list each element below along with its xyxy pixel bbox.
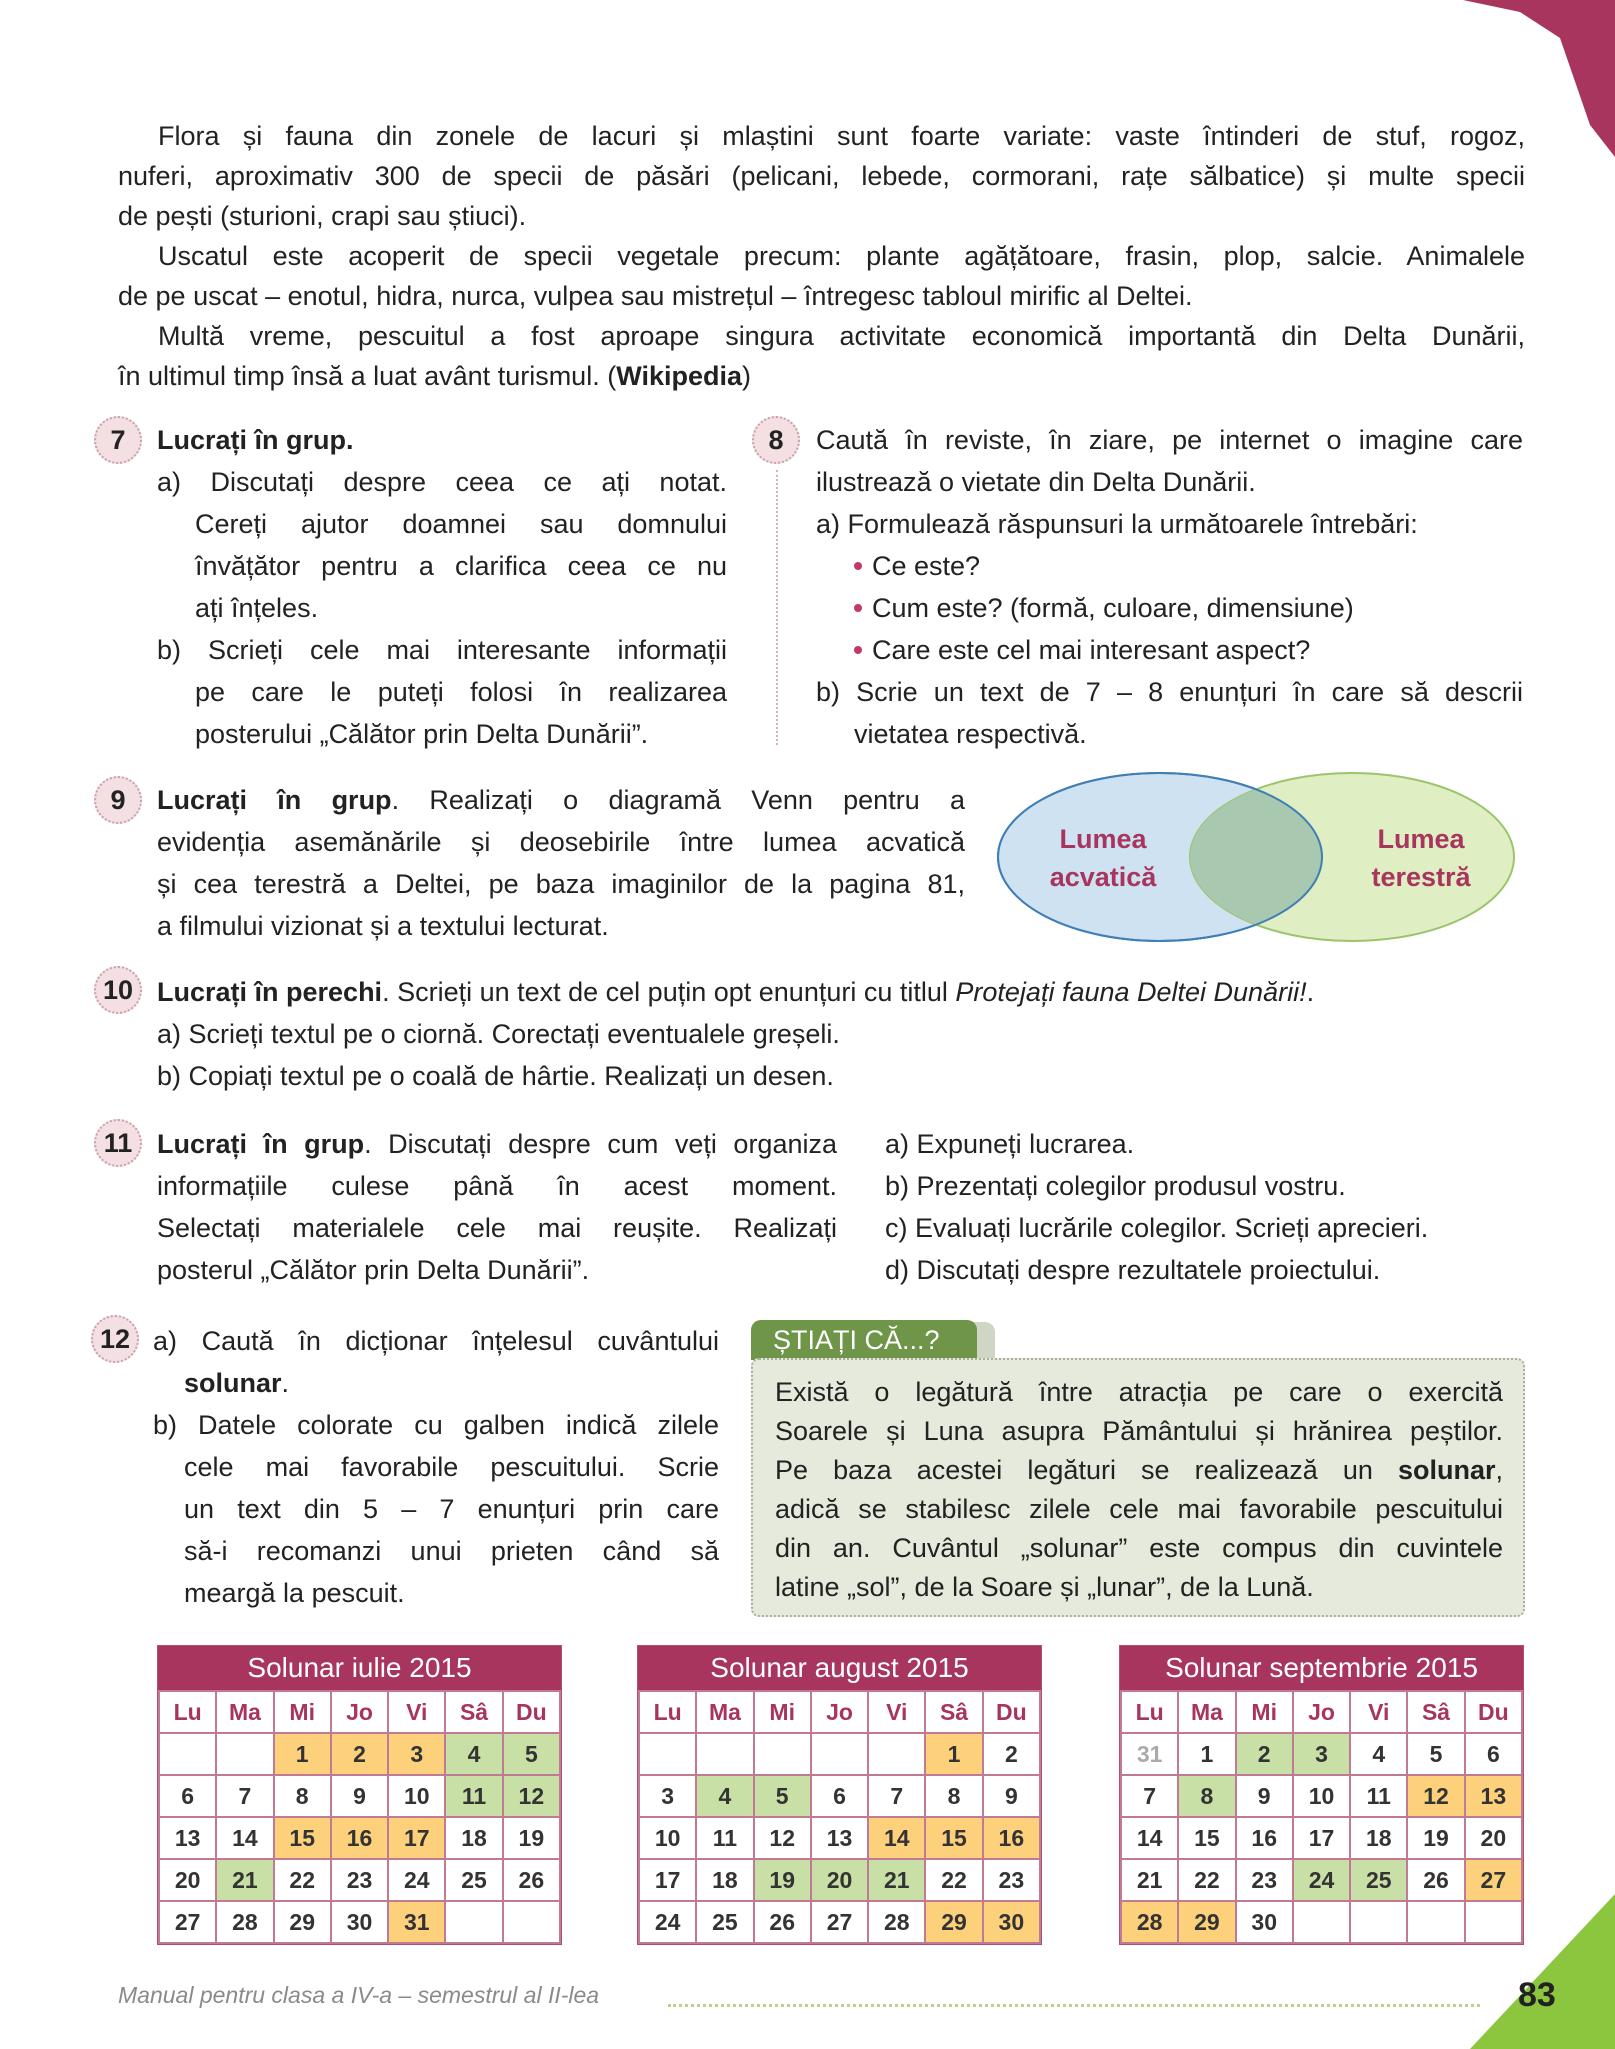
calendar-day: 15	[925, 1817, 982, 1859]
text-segment: și cea terestră a Deltei, pe baza imaginilor de la pagina 81,	[157, 869, 965, 899]
text-line	[157, 587, 727, 629]
text-line	[775, 1529, 1503, 1568]
paragraph	[157, 779, 965, 947]
calendar-day: 14	[216, 1817, 273, 1859]
text-segment: cele mai favorabile pescuitului. Scrie	[184, 1452, 719, 1482]
paragraph	[157, 461, 727, 629]
text-line	[775, 1451, 1503, 1490]
paragraph	[157, 971, 1525, 1013]
calendar-day: 27	[811, 1901, 868, 1943]
text-segment: latine „sol”, de la Soare și „lunar”, de la Lună.	[775, 1572, 1314, 1602]
weekday-header: Jo	[331, 1691, 388, 1733]
calendar-empty-cell	[445, 1901, 502, 1943]
calendar-day: 19	[503, 1817, 560, 1859]
exercise-11-steps	[885, 1123, 1525, 1291]
text-line	[816, 419, 1523, 461]
text-segment: ați înțeles.	[195, 593, 319, 623]
paragraph	[885, 1165, 1525, 1207]
text-line	[157, 863, 965, 905]
text-line	[118, 356, 1525, 396]
text-segment: din an. Cuvântul „solunar” este compus din cuvintele	[775, 1533, 1503, 1563]
exercise-number-badge: 9	[94, 776, 142, 824]
paragraph	[157, 419, 727, 461]
paragraph	[153, 1404, 719, 1614]
text-segment: . Discutați despre cum veți organiza	[364, 1129, 837, 1159]
calendar-day: 12	[754, 1817, 811, 1859]
text-segment: evidenția asemănările și deosebirile între lumea acvatică	[157, 827, 965, 857]
calendar-day: 22	[925, 1859, 982, 1901]
calendar-day: 12	[503, 1775, 560, 1817]
text-line	[153, 1530, 719, 1572]
calendar-title: Solunar septembrie 2015	[1120, 1646, 1523, 1690]
calendar-day: 24	[1293, 1859, 1350, 1901]
calendar-empty-cell	[1407, 1901, 1464, 1943]
text-segment: Uscatul este acoperit de specii vegetale precum: plante agățătoare, frasin, plop, salcie. Animalele	[158, 241, 1525, 271]
calendar-day: 3	[388, 1733, 445, 1775]
weekday-header: Mi	[754, 1691, 811, 1733]
calendar-day: 30	[1236, 1901, 1293, 1943]
calendar-day: 20	[1465, 1817, 1522, 1859]
text-line	[157, 461, 727, 503]
calendar-day: 23	[983, 1859, 1040, 1901]
text-line	[153, 1362, 719, 1404]
calendar-day: 30	[983, 1901, 1040, 1943]
text-line	[153, 1488, 719, 1530]
weekday-header: Ma	[696, 1691, 753, 1733]
weekday-header: Jo	[811, 1691, 868, 1733]
calendar-day: 19	[754, 1859, 811, 1901]
solunar-calendar-july	[157, 1645, 562, 1945]
text-line	[885, 1249, 1525, 1291]
text-segment: Pe baza acestei legături se realizează un	[775, 1455, 1398, 1485]
text-segment: Cum este? (formă, culoare, dimensiune)	[872, 593, 1354, 623]
footer-dotted-line	[668, 2004, 1480, 2007]
bullet-item	[816, 545, 1523, 587]
calendar-day: 8	[1178, 1775, 1235, 1817]
paragraph	[157, 1013, 1525, 1055]
footer-text: Manual pentru clasa a IV-a – semestrul al II-lea	[118, 1982, 600, 2008]
exercise-number-badge: 12	[91, 1315, 139, 1363]
paragraph	[885, 1249, 1525, 1291]
italic-text: Protejați fauna Deltei Dunării!	[955, 977, 1307, 1007]
text-line	[157, 1207, 837, 1249]
calendar-empty-cell	[1293, 1901, 1350, 1943]
text-line	[816, 713, 1523, 755]
paragraph	[157, 1055, 1525, 1097]
bold-text: Lucrați în grup	[157, 1129, 365, 1159]
paragraph	[157, 1123, 837, 1291]
calendar-day: 28	[216, 1901, 273, 1943]
weekday-header: Ma	[216, 1691, 273, 1733]
text-segment: Flora și fauna din zonele de lacuri și mlaștini sunt foarte variate: vaste întinderi de stuf, rogoz,	[158, 121, 1525, 151]
text-segment: b) Copiați textul pe o coală de hârtie. Realizați un desen.	[157, 1061, 834, 1091]
weekday-header: Ma	[1178, 1691, 1235, 1733]
paragraph	[118, 236, 1525, 316]
exercise-11	[157, 1123, 837, 1291]
text-segment: c) Evaluați lucrările colegilor. Scrieți aprecieri.	[885, 1213, 1429, 1243]
weekday-header: Mi	[1236, 1691, 1293, 1733]
calendar-empty-cell	[1465, 1901, 1522, 1943]
calendar-day: 8	[925, 1775, 982, 1817]
calendar-day: 5	[754, 1775, 811, 1817]
text-segment: .	[281, 1368, 290, 1398]
calendar-day: 31	[388, 1901, 445, 1943]
text-line	[118, 276, 1525, 316]
weekday-header: Lu	[1121, 1691, 1178, 1733]
text-segment: Selectați materialele cele mai reușite. Realizați	[157, 1213, 837, 1243]
calendar-day: 11	[1350, 1775, 1407, 1817]
text-segment: posterul „Călător prin Delta Dunării”.	[157, 1255, 590, 1285]
text-segment: Caută în reviste, în ziare, pe internet o imagine care	[816, 425, 1523, 455]
text-line	[153, 1404, 719, 1446]
weekday-header: Jo	[1293, 1691, 1350, 1733]
calendar-day: 2	[1236, 1733, 1293, 1775]
calendar-day: 20	[811, 1859, 868, 1901]
text-segment: a) Discutați despre ceea ce ați notat.	[157, 467, 727, 497]
intro-text	[118, 116, 1525, 396]
text-line	[153, 1572, 719, 1614]
calendar-day: 1	[1178, 1733, 1235, 1775]
text-segment: .	[1306, 977, 1315, 1007]
text-line	[157, 821, 965, 863]
calendar-day: 13	[1465, 1775, 1522, 1817]
calendar-empty-cell	[696, 1733, 753, 1775]
calendar-day: 13	[811, 1817, 868, 1859]
calendar-day: 10	[388, 1775, 445, 1817]
calendar-day: 25	[696, 1901, 753, 1943]
calendar-day: 21	[868, 1859, 925, 1901]
calendar-empty-cell	[1350, 1901, 1407, 1943]
text-segment: posterului „Călător prin Delta Dunării”.	[195, 719, 649, 749]
calendar-day: 24	[639, 1901, 696, 1943]
text-line	[153, 1446, 719, 1488]
text-segment: învățător pentru a clarifica ceea ce nu	[195, 551, 727, 581]
text-segment: b) Scrie un text de 7 – 8 enunțuri în care să descrii	[816, 677, 1523, 707]
weekday-header: Vi	[1350, 1691, 1407, 1733]
paragraph	[153, 1320, 719, 1404]
venn-right-label: Lumea	[1377, 824, 1465, 854]
calendar-day: 2	[983, 1733, 1040, 1775]
exercise-number-badge: 8	[752, 416, 800, 464]
text-line	[157, 971, 1525, 1013]
text-segment: b) Scrieți cele mai interesante informații	[157, 635, 727, 665]
venn-left-label: Lumea	[1059, 824, 1147, 854]
text-line	[775, 1373, 1503, 1412]
text-segment: nuferi, aproximativ 300 de specii de păsări (pelicani, lebede, cormorani, rațe sălbatice) și multe specii	[118, 161, 1525, 191]
text-segment: să-i recomanzi unui prieten când să	[184, 1536, 719, 1566]
paragraph	[816, 671, 1523, 755]
paragraph	[816, 545, 1523, 587]
weekday-header: Du	[1465, 1691, 1522, 1733]
exercise-number-badge: 7	[94, 416, 142, 464]
exercise-12	[153, 1320, 719, 1614]
calendar-day: 4	[445, 1733, 502, 1775]
text-line	[157, 905, 965, 947]
did-you-know-title: ȘTIAȚI CĂ...?	[751, 1320, 977, 1360]
calendar-day: 26	[1407, 1859, 1464, 1901]
bold-text: Lucrați în grup.	[157, 425, 354, 455]
paragraph	[775, 1373, 1503, 1607]
paragraph	[816, 629, 1523, 671]
calendar-day: 29	[274, 1901, 331, 1943]
exercise-10	[157, 971, 1525, 1097]
text-line	[885, 1123, 1525, 1165]
calendar-day: 24	[388, 1859, 445, 1901]
text-line	[118, 196, 1525, 236]
calendar-day: 3	[1293, 1733, 1350, 1775]
calendar-day: 25	[1350, 1859, 1407, 1901]
weekday-header: Lu	[639, 1691, 696, 1733]
text-segment: ,	[1495, 1455, 1503, 1485]
calendar-day: 31	[1121, 1733, 1178, 1775]
weekday-header: Vi	[388, 1691, 445, 1733]
text-segment: a) Caută în dicționar înțelesul cuvântului	[153, 1326, 719, 1356]
text-line	[157, 1013, 1525, 1055]
text-line	[118, 316, 1525, 356]
text-segment: d) Discutați despre rezultatele proiectului.	[885, 1255, 1381, 1285]
calendar-day: 11	[445, 1775, 502, 1817]
text-segment: de pești (sturioni, crapi sau știuci).	[118, 201, 527, 231]
calendar-day: 13	[159, 1817, 216, 1859]
calendar-title: Solunar august 2015	[638, 1646, 1041, 1690]
calendar-day: 23	[331, 1859, 388, 1901]
calendar-day: 7	[868, 1775, 925, 1817]
text-segment: un text din 5 – 7 enunțuri prin care	[184, 1494, 719, 1524]
calendar-day: 18	[445, 1817, 502, 1859]
text-line	[157, 629, 727, 671]
calendar-day: 18	[1350, 1817, 1407, 1859]
calendar-day: 20	[159, 1859, 216, 1901]
text-segment: a) Expuneți lucrarea.	[885, 1129, 1135, 1159]
calendar-day: 6	[1465, 1733, 1522, 1775]
text-segment: a) Scrieți textul pe o ciornă. Corectați eventualele greșeli.	[157, 1019, 840, 1049]
calendar-day: 23	[1236, 1859, 1293, 1901]
calendar-day: 15	[1178, 1817, 1235, 1859]
text-segment: Cereți ajutor doamnei sau domnului	[195, 509, 727, 539]
calendar-day: 2	[331, 1733, 388, 1775]
calendar-day: 29	[1178, 1901, 1235, 1943]
weekday-header: Sâ	[445, 1691, 502, 1733]
text-segment: vietatea respectivă.	[854, 719, 1087, 749]
bold-text: solunar	[1397, 1455, 1496, 1485]
weekday-header: Sâ	[925, 1691, 982, 1733]
calendar-day: 16	[1236, 1817, 1293, 1859]
calendar-day: 9	[1236, 1775, 1293, 1817]
calendar-day: 26	[503, 1859, 560, 1901]
exercise-9	[157, 779, 965, 947]
paragraph	[816, 587, 1523, 629]
text-line	[816, 503, 1523, 545]
text-line	[885, 1207, 1525, 1249]
column-divider	[776, 470, 778, 745]
calendar-day: 28	[868, 1901, 925, 1943]
text-line	[157, 1165, 837, 1207]
text-line	[157, 503, 727, 545]
paragraph	[885, 1123, 1525, 1165]
paragraph	[118, 116, 1525, 236]
paragraph	[885, 1207, 1525, 1249]
text-line	[157, 671, 727, 713]
text-segment: pe care le puteți folosi în realizarea	[195, 677, 727, 707]
text-line	[157, 545, 727, 587]
text-line	[775, 1490, 1503, 1529]
exercise-8	[816, 419, 1523, 755]
text-line	[816, 671, 1523, 713]
calendar-day: 4	[1350, 1733, 1407, 1775]
calendar-day: 14	[1121, 1817, 1178, 1859]
calendar-day: 19	[1407, 1817, 1464, 1859]
calendar-day: 5	[1407, 1733, 1464, 1775]
paragraph	[157, 629, 727, 755]
text-line	[118, 236, 1525, 276]
calendar-title: Solunar iulie 2015	[158, 1646, 561, 1690]
calendar-day: 7	[1121, 1775, 1178, 1817]
bold-text: solunar	[184, 1368, 282, 1398]
calendar-day: 21	[216, 1859, 273, 1901]
calendar-day: 10	[639, 1817, 696, 1859]
text-line	[157, 1055, 1525, 1097]
calendar-day: 17	[388, 1817, 445, 1859]
calendar-day: 6	[811, 1775, 868, 1817]
solunar-calendar-august	[637, 1645, 1042, 1945]
calendar-day: 30	[331, 1901, 388, 1943]
calendar-empty-cell	[639, 1733, 696, 1775]
calendar-empty-cell	[216, 1733, 273, 1775]
weekday-header: Mi	[274, 1691, 331, 1733]
calendar-day: 28	[1121, 1901, 1178, 1943]
text-line	[118, 116, 1525, 156]
calendar-day: 12	[1407, 1775, 1464, 1817]
text-line	[157, 779, 965, 821]
bullet-item	[816, 587, 1523, 629]
text-segment: Ce este?	[872, 551, 981, 581]
calendar-day: 22	[1178, 1859, 1235, 1901]
calendar-empty-cell	[868, 1733, 925, 1775]
page-number: 83	[1518, 1976, 1556, 2014]
calendar-day: 9	[331, 1775, 388, 1817]
calendar-empty-cell	[754, 1733, 811, 1775]
exercise-number-badge: 11	[94, 1119, 142, 1167]
text-segment: de pe uscat – enotul, hidra, nurca, vulpea sau mistrețul – întregesc tabloul mirific al Deltei.	[118, 281, 1193, 311]
text-line	[775, 1412, 1503, 1451]
text-segment: b) Prezentați colegilor produsul vostru.	[885, 1171, 1346, 1201]
exercise-7	[157, 419, 727, 755]
paragraph	[816, 419, 1523, 503]
calendar-day: 7	[216, 1775, 273, 1817]
text-segment: b) Datele colorate cu galben indică zilele	[153, 1410, 719, 1440]
did-you-know-box	[751, 1358, 1525, 1617]
venn-left-label: acvatică	[1049, 862, 1157, 892]
text-segment: . Scrieți un text de cel puțin opt enunțuri cu titlul	[382, 977, 956, 1007]
bold-text: Wikipedia	[616, 361, 742, 391]
text-line	[157, 1249, 837, 1291]
calendar-day: 16	[983, 1817, 1040, 1859]
calendar-day: 9	[983, 1775, 1040, 1817]
text-line	[118, 156, 1525, 196]
text-line	[157, 1123, 837, 1165]
calendar-day: 5	[503, 1733, 560, 1775]
text-segment: informațiile culese până în acest moment.	[157, 1171, 837, 1201]
calendar-day: 8	[274, 1775, 331, 1817]
text-segment: Soarele și Luna asupra Pământului și hrănirea peștilor.	[775, 1416, 1503, 1446]
bold-text: Lucrați în perechi	[157, 977, 383, 1007]
text-segment: meargă la pescuit.	[184, 1578, 405, 1608]
text-line	[153, 1320, 719, 1362]
weekday-header: Du	[983, 1691, 1040, 1733]
calendar-day: 17	[639, 1859, 696, 1901]
calendar-day: 25	[445, 1859, 502, 1901]
text-line	[157, 419, 727, 461]
weekday-header: Du	[503, 1691, 560, 1733]
calendar-day: 6	[159, 1775, 216, 1817]
calendar-day: 1	[925, 1733, 982, 1775]
calendar-day: 3	[639, 1775, 696, 1817]
calendar-empty-cell	[811, 1733, 868, 1775]
weekday-header: Sâ	[1407, 1691, 1464, 1733]
calendar-day: 16	[331, 1817, 388, 1859]
bullet-item	[816, 629, 1523, 671]
calendar-day: 22	[274, 1859, 331, 1901]
text-segment: a filmului vizionat și a textului lecturat.	[157, 911, 609, 941]
calendar-empty-cell	[159, 1733, 216, 1775]
text-segment: )	[742, 361, 751, 391]
calendar-day: 27	[159, 1901, 216, 1943]
calendar-day: 17	[1293, 1817, 1350, 1859]
venn-right-label: terestră	[1371, 862, 1471, 892]
solunar-calendar-september	[1119, 1645, 1524, 1945]
text-segment: ilustrează o vietate din Delta Dunării.	[816, 467, 1256, 497]
text-segment: . Realizați o diagramă Venn pentru a	[391, 785, 965, 815]
venn-diagram	[995, 768, 1517, 946]
text-line	[157, 713, 727, 755]
text-line	[885, 1165, 1525, 1207]
calendar-day: 1	[274, 1733, 331, 1775]
calendar-day: 10	[1293, 1775, 1350, 1817]
text-segment: a) Formulează răspunsuri la următoarele întrebări:	[816, 509, 1418, 539]
text-segment: Care este cel mai interesant aspect?	[872, 635, 1311, 665]
weekday-header: Vi	[868, 1691, 925, 1733]
calendar-day: 29	[925, 1901, 982, 1943]
did-you-know-tab	[751, 1320, 995, 1360]
calendar-day: 27	[1465, 1859, 1522, 1901]
paragraph	[816, 503, 1523, 545]
calendar-empty-cell	[503, 1901, 560, 1943]
bold-text: Lucrați în grup	[157, 785, 392, 815]
calendar-day: 15	[274, 1817, 331, 1859]
calendar-day: 26	[754, 1901, 811, 1943]
text-line	[816, 461, 1523, 503]
text-segment: adică se stabilesc zilele cele mai favorabile pescuitului	[775, 1494, 1503, 1524]
text-segment: în ultimul timp însă a luat avânt turismul. (	[118, 361, 617, 391]
calendar-day: 4	[696, 1775, 753, 1817]
calendar-day: 11	[696, 1817, 753, 1859]
calendar-day: 18	[696, 1859, 753, 1901]
text-line	[775, 1568, 1503, 1607]
text-segment: Multă vreme, pescuitul a fost aproape singura activitate economică importantă din Delta Dunării,	[158, 321, 1525, 351]
weekday-header: Lu	[159, 1691, 216, 1733]
calendar-day: 21	[1121, 1859, 1178, 1901]
text-segment: Există o legătură între atracția pe care o exercită	[775, 1377, 1503, 1407]
calendar-day: 14	[868, 1817, 925, 1859]
paragraph	[118, 316, 1525, 396]
exercise-number-badge: 10	[94, 966, 142, 1014]
